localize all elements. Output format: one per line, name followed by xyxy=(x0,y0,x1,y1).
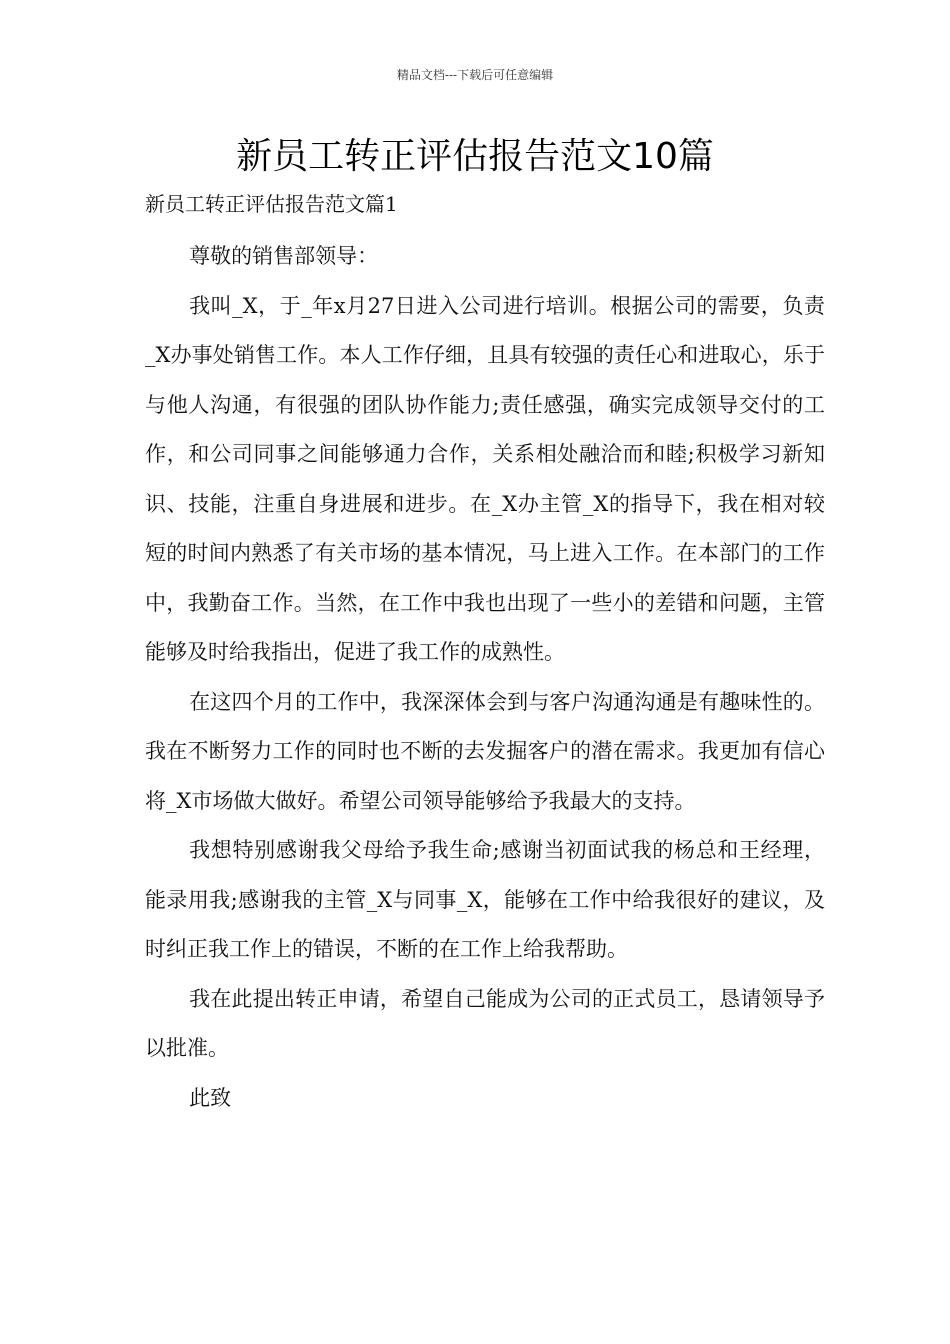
salutation-paragraph: 尊敬的销售部领导： xyxy=(189,244,379,268)
body-paragraph: 我在此提出转正申请，希望自己能成为公司的正式员工，恳请领导予以批准。 xyxy=(145,986,825,1060)
document-body xyxy=(145,232,825,1123)
body-paragraph: 我叫_X，于_年x月27日进入公司进行培训。根据公司的需要，负责_X办事处销售工作。本人工作仔细，且具有较强的责任心和进取心，乐于与他人沟通，有很强的团队协作能力;责任感强，确实完成领导交付的工作，和公司同事之间能够通力合作，关系相处融洽而和睦;积极学习新知识、技能，注重自身进展和进步。在_X办主管_X的指导下，我在相对较短的时间内熟悉了有关市场的基本情况，马上进入工作。在本部门的工作中，我勤奋工作。当然，在工作中我也出现了一些小的差错和问题，主管能够及时给我指出，促进了我工作的成熟性。 xyxy=(145,293,825,664)
document-title: 新员工转正评估报告范文10篇 xyxy=(236,136,714,177)
page-header-note: 精品文档---下载后可任意编辑 xyxy=(396,68,554,82)
closing-paragraph: 此致 xyxy=(189,1085,232,1110)
section-title: 新员工转正评估报告范文篇1 xyxy=(145,192,398,216)
body-paragraph: 我想特别感谢我父母给予我生命;感谢当初面试我的杨总和王经理，能录用我;感谢我的主管_X与同事_X，能够在工作中给我很好的建议，及时纠正我工作上的错误，不断的在工作上给我帮助。 xyxy=(145,838,825,961)
body-paragraph: 在这四个月的工作中，我深深体会到与客户沟通沟通是有趣味性的。我在不断努力工作的同时也不断的去发掘客户的潜在需求。我更加有信心将_X市场做大做好。希望公司领导能够给予我最大的支持。 xyxy=(145,689,825,813)
